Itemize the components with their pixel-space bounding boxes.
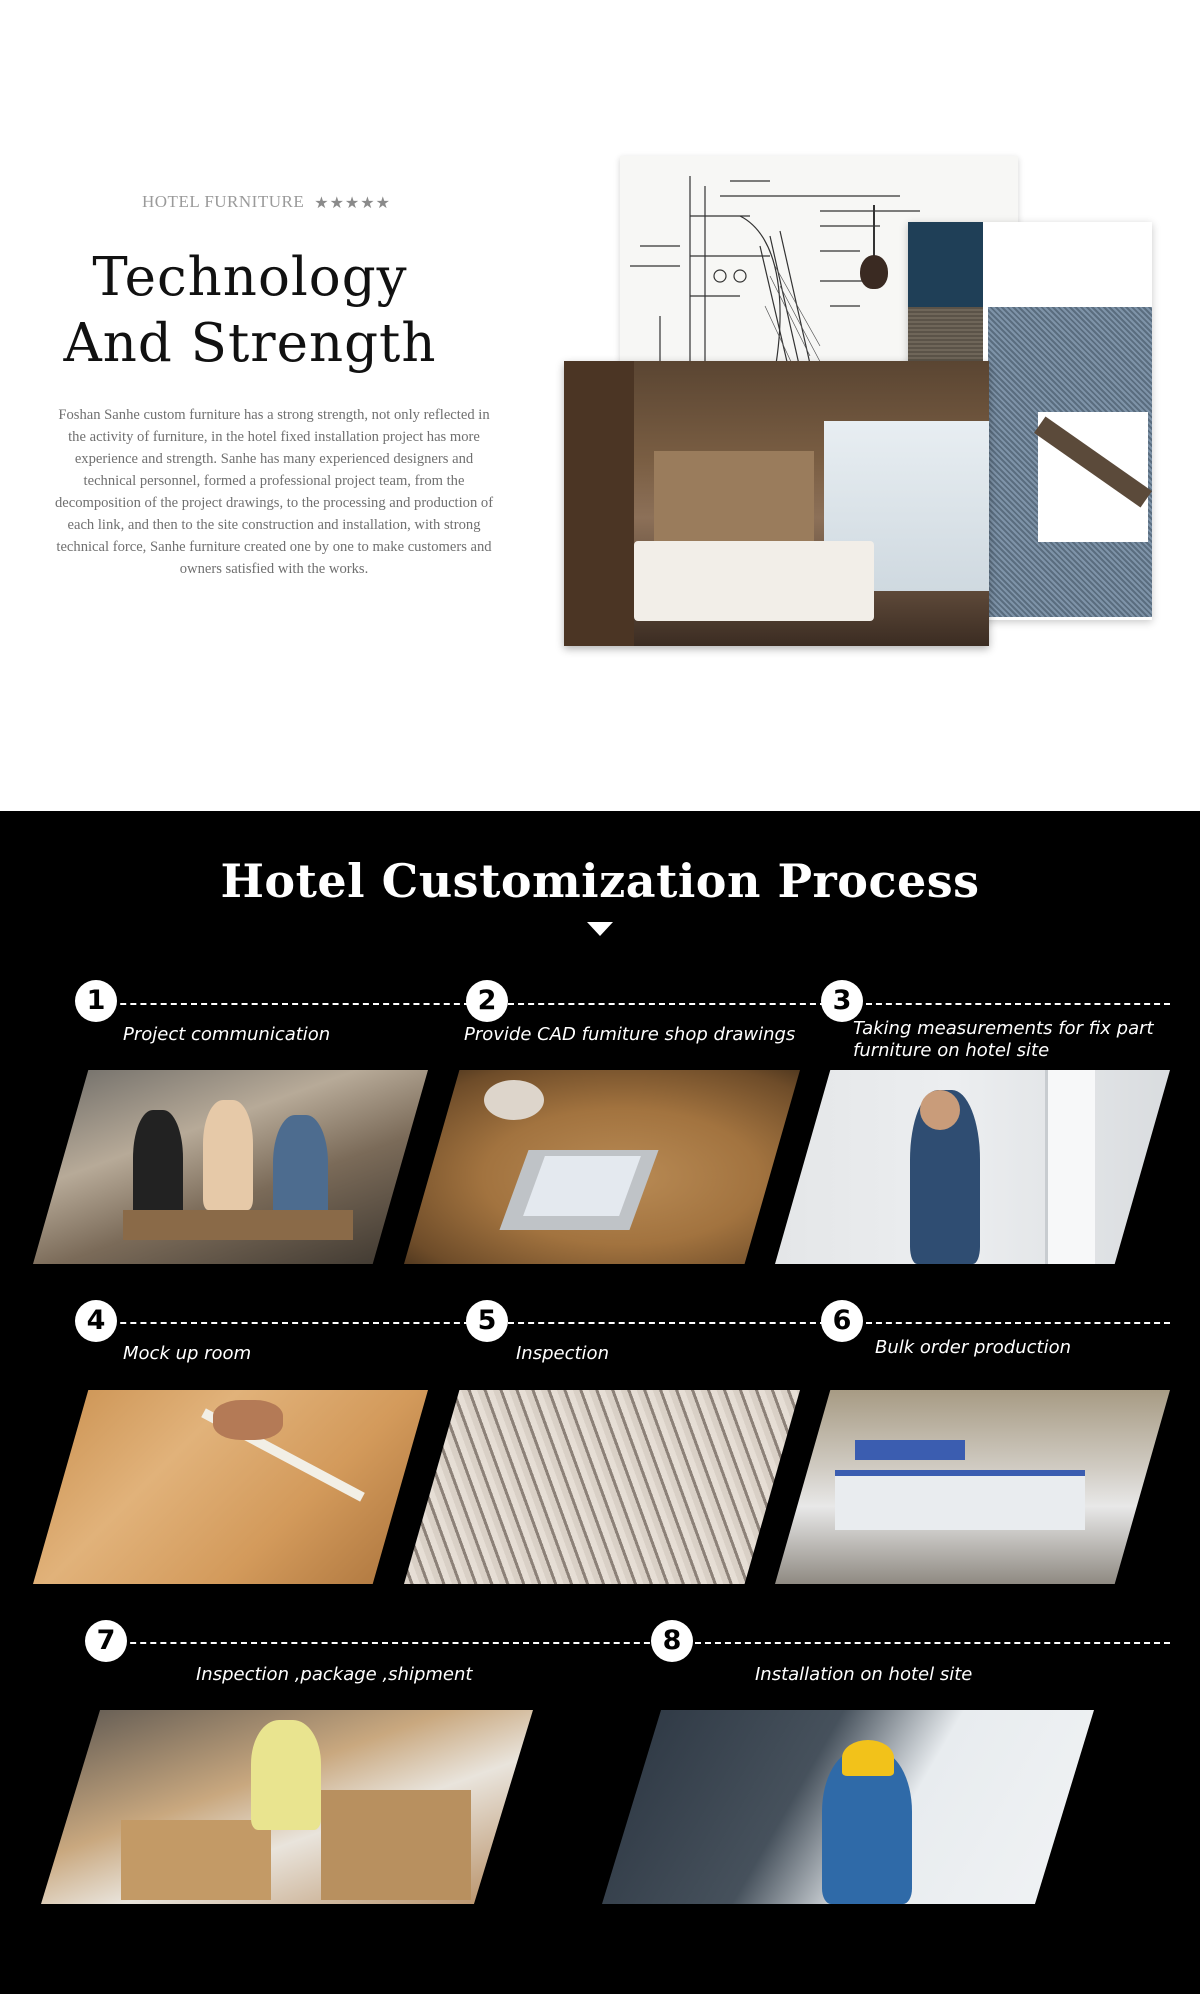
hero-title-line1: Technology <box>92 247 408 308</box>
step-number-1: 1 <box>75 980 117 1022</box>
step-label-3-line2: furniture on hotel site <box>853 1040 1050 1061</box>
hero-title <box>40 245 460 377</box>
step-connector <box>100 1003 470 1005</box>
step-connector <box>508 1003 826 1005</box>
step-label-3-line1: Taking measurements for fix part <box>853 1018 1154 1039</box>
step-photo-5 <box>404 1390 800 1584</box>
step-number-5: 5 <box>466 1300 508 1342</box>
step-label-4: Mock up room <box>123 1343 252 1364</box>
step-photo-3 <box>775 1070 1170 1264</box>
step-label-7: Inspection ,package ,shipment <box>196 1664 473 1685</box>
step-number-2: 2 <box>466 980 508 1022</box>
process-section <box>0 811 1200 1994</box>
hero-section <box>0 0 1200 811</box>
step-label-8: Installation on hotel site <box>755 1664 973 1685</box>
process-title: Hotel Customization Process <box>220 854 980 908</box>
pendant-lamp-cord <box>873 205 875 257</box>
step-connector <box>866 1322 1170 1324</box>
step-photo-2 <box>404 1070 800 1264</box>
step-label-5: Inspection <box>516 1343 609 1364</box>
hotel-room-photo <box>564 361 989 646</box>
step-number-7: 7 <box>85 1620 127 1662</box>
pendant-lamp-image <box>860 255 888 289</box>
step-label-3 <box>853 1018 1154 1062</box>
star-rating-icon: ★★★★★ <box>314 192 391 212</box>
step-number-3: 3 <box>821 980 863 1022</box>
hero-title-line2: And Strength <box>63 313 437 374</box>
triangle-down-icon <box>587 922 613 936</box>
step-label-6: Bulk order production <box>875 1337 1071 1358</box>
step-photo-8 <box>602 1710 1094 1904</box>
step-photo-4 <box>33 1390 428 1584</box>
step-photo-1 <box>33 1070 428 1264</box>
step-connector <box>100 1322 470 1324</box>
hero-collage <box>560 155 1160 650</box>
step-connector <box>695 1642 1170 1644</box>
step-photo-6 <box>775 1390 1170 1584</box>
step-connector <box>110 1642 660 1644</box>
step-number-8: 8 <box>651 1620 693 1662</box>
step-number-4: 4 <box>75 1300 117 1342</box>
step-number-6: 6 <box>821 1300 863 1342</box>
step-label-2: Provide CAD fumiture shop drawings <box>464 1024 796 1045</box>
step-photo-7 <box>41 1710 533 1904</box>
hero-description: Foshan Sanhe custom furniture has a strong strength, not only reflected in the activity of furniture, in the hotel fixed installation project has more experience and strength. Sanhe has many experienced designers and technical personnel, formed a professional project team, from the decomposition of the project drawings, to the processing and production of each link, and then to the site construction and installation, with strong technical force, Sanhe furniture created one by one to make customers and owners satisfied with the works. <box>54 407 494 577</box>
hero-subtitle: HOTEL FURNITURE <box>142 192 305 211</box>
step-connector <box>508 1322 826 1324</box>
hero-subtitle-row <box>142 192 391 212</box>
step-connector <box>866 1003 1170 1005</box>
step-label-1: Project communication <box>123 1024 331 1045</box>
